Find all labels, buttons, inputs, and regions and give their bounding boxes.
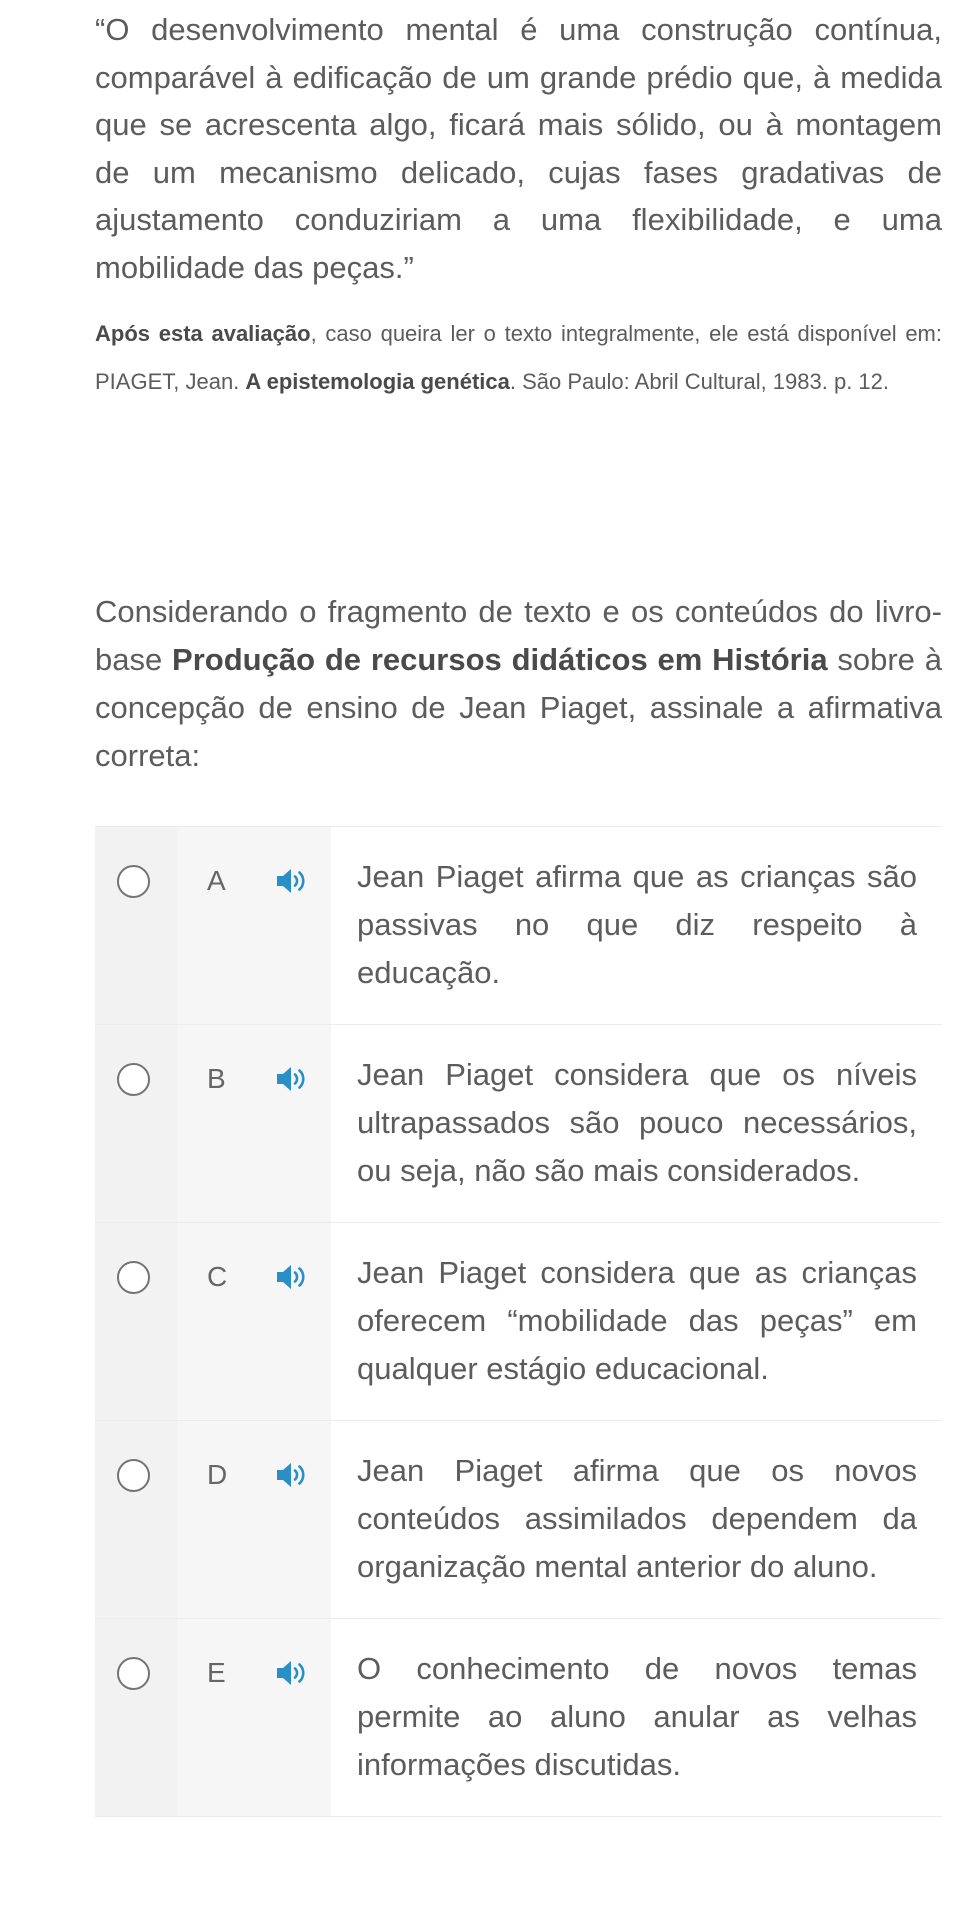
radio-button-d[interactable] [117,1459,150,1492]
option-b-controls [95,1025,331,1222]
option-letter-b: B [207,1063,226,1094]
question-statement [95,588,942,780]
source-note [95,310,942,406]
option-c[interactable] [95,1223,942,1421]
source-book-title: A epistemologia genética [245,369,510,394]
question-before: Considerando o fragmento de texto e os conteúdos do livro-base [95,594,942,677]
question-book-title: Produção de recursos didáticos em História [172,642,828,677]
source-intro-bold: Após esta avaliação [95,321,311,346]
option-d-controls [95,1421,331,1618]
option-text-c[interactable]: Jean Piaget considera que as crianças oferecem “mobilidade das peças” em qualquer estágio educacional. [331,1223,942,1420]
option-text-b[interactable]: Jean Piaget considera que os níveis ultrapassados são pouco necessários, ou seja, não são mais considerados. [331,1025,942,1222]
option-text-d[interactable]: Jean Piaget afirma que os novos conteúdos assimilados dependem da organização mental anterior do aluno. [331,1421,942,1618]
quoted-fragment: “O desenvolvimento mental é uma construção contínua, comparável à edificação de um grande prédio que, à medida que se acrescenta algo, ficará mais sólido, ou à montagem de um mecanismo delicado, cujas fases gradativas de ajustamento conduziriam a uma flexibilidade, e uma mobilidade das peças.” [95,12,942,285]
source-tail: . São Paulo: Abril Cultural, 1983. p. 12. [509,369,890,394]
option-letter-c: C [207,1261,228,1292]
answer-options [95,826,942,1817]
option-a[interactable] [95,827,942,1025]
radio-button-a[interactable] [117,865,150,898]
option-b[interactable] [95,1025,942,1223]
option-e[interactable] [95,1619,942,1817]
option-letter-e: E [207,1657,226,1688]
source-intro-rest: , caso queira ler o texto integralmente, ele está disponível em: PIAGET, Jean. [95,321,942,394]
option-a-controls [95,827,331,1024]
speaker-icon[interactable] [275,1065,309,1093]
speaker-icon[interactable] [275,867,309,895]
option-d[interactable] [95,1421,942,1619]
speaker-icon[interactable] [275,1263,309,1291]
question-content [95,0,942,1782]
radio-button-b[interactable] [117,1063,150,1096]
option-text-a[interactable]: Jean Piaget afirma que as crianças são passivas no que diz respeito à educação. [331,827,942,1024]
question-after: sobre à concepção de ensino de Jean Piaget, assinale a afirmativa correta: [95,642,942,773]
speaker-icon[interactable] [275,1659,309,1687]
option-letter-d: D [207,1459,228,1490]
option-text-e[interactable]: O conhecimento de novos temas permite ao aluno anular as velhas informações discutidas. [331,1619,942,1816]
option-letter-a: A [207,865,226,896]
option-e-controls [95,1619,331,1816]
option-c-controls [95,1223,331,1420]
speaker-icon[interactable] [275,1461,309,1489]
radio-button-e[interactable] [117,1657,150,1690]
radio-button-c[interactable] [117,1261,150,1294]
